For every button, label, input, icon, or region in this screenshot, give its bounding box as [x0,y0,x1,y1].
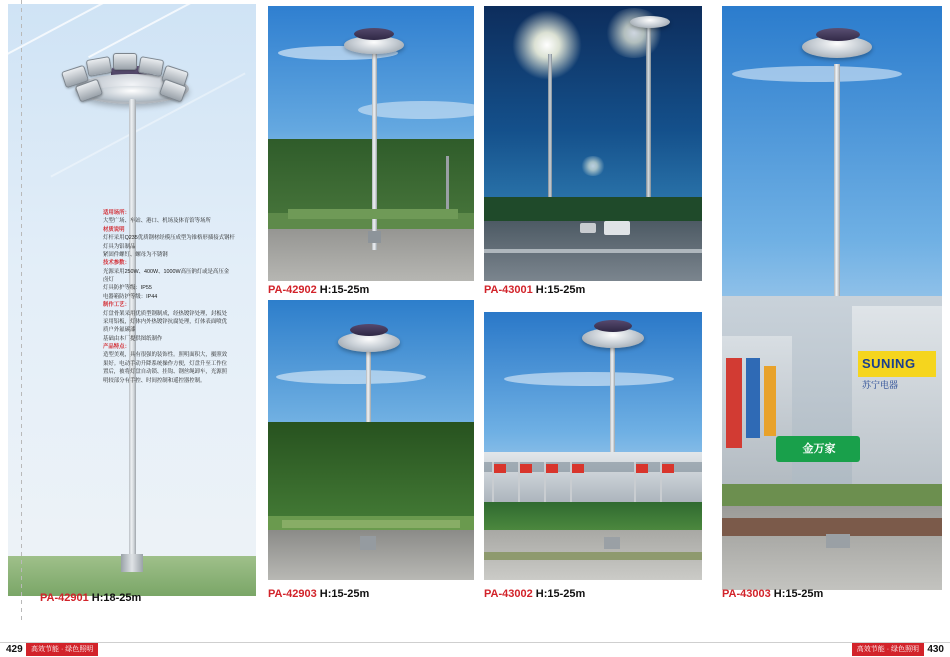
suning-sign-en: SUNING [862,356,916,371]
product-code-pa-43002: PA-43002 [484,588,533,600]
product-caption-pa-42902 [268,284,369,296]
product-height-pa-42903: H:15-25m [319,588,370,600]
specification-block [103,209,253,385]
spec-section4-line-1: 采用铝板，灯体内外热镀锌抗腐处理，灯体表面喷优 [103,318,227,325]
spec-section5-line-1: 果好。电动手动升降系统操作方便，灯盘升至工作位 [103,360,227,367]
spec-section1-line-0: 大型广场、车站、港口、机场及体育馆等场所 [103,218,211,225]
suning-sign-cn: 苏宁电器 [862,380,899,390]
spec-section2-line-1: 灯具为铝制品 [103,243,136,250]
spec-section4-line-0: 灯盘骨架采用优质型钢制成，经热镀锌处理，封板处 [103,310,227,317]
footer-tagline-right: 高效节能 · 绿色照明 [852,643,924,656]
product-caption-pa-43002 [484,588,585,600]
spec-section4-title: 制作工艺： [103,302,130,309]
page-number-left: 429 [6,644,23,655]
wanjia-sign: 金万家 [802,443,836,455]
product-code-pa-43001: PA-43001 [484,284,533,296]
spec-section1-title: 适用场所： [103,210,130,216]
spec-section2-title: 材质说明 [103,226,125,233]
spec-section3-line-1: 卤灯 [103,277,114,283]
product-code-pa-42902: PA-42902 [268,284,317,296]
product-height-pa-42902: H:15-25m [319,284,370,296]
spec-section5-title: 产品特点： [103,344,130,350]
product-code-pa-43003: PA-43003 [722,588,771,600]
lamp-head-assembly [57,52,207,104]
spec-section3-title: 技术参数： [103,260,130,267]
product-caption-pa-43003 [722,588,823,600]
spec-section5-line-3: 明较部分有手控、时间控制和遥控器控制。 [103,377,206,384]
product-height-pa-43002: H:15-25m [535,588,586,600]
product-photo-pa-43001 [484,6,702,281]
spec-section2-line-2: 紧固件螺钉、螺母为不锈钢 [103,251,168,258]
spec-section4-line-3: 基础由本厂提供图纸制作 [103,335,163,342]
product-height-pa-43003: H:15-25m [773,588,824,600]
product-caption-pa-43001 [484,284,585,296]
product-height-pa-43001: H:15-25m [535,284,586,296]
product-photo-pa-42902 [268,6,474,281]
footer-tagline-left: 高效节能 · 绿色照明 [26,643,98,656]
spec-section3-line-0: 光源采用250W、400W、1000W高压钠灯或是高压金 [103,268,230,275]
product-photo-pa-43003 [722,6,942,590]
product-photo-pa-42903 [268,300,474,580]
spec-section3-line-3: 电器箱防护等级：IP44 [103,293,158,300]
spec-section5-line-2: 置后，被将灯盘自动锁、挂钩、钢丝绳卸车，光源照 [103,369,227,376]
product-caption-pa-42901 [40,592,141,604]
product-code-pa-42903: PA-42903 [268,588,317,600]
footer-divider [0,642,950,643]
spec-section2-line-0: 灯杆采用Q235优质钢材经模压成型为锥格形插接式钢杆 [103,235,235,242]
product-caption-pa-42903 [268,588,369,600]
spec-section5-line-0: 造型美观，具有很强的装饰性。照明面积大，摄照效 [103,352,227,359]
spec-section3-line-2: 灯具防护等级：IP55 [103,285,152,292]
page-fold-line [21,0,22,620]
product-code-pa-42901: PA-42901 [40,592,89,604]
page-number-right: 430 [927,644,944,655]
product-photo-pa-43002 [484,312,702,580]
product-height-pa-42901: H:18-25m [91,592,142,604]
product-panel-pa-42901 [8,4,256,604]
spec-section4-line-2: 质户外氟碳漆 [103,327,136,334]
